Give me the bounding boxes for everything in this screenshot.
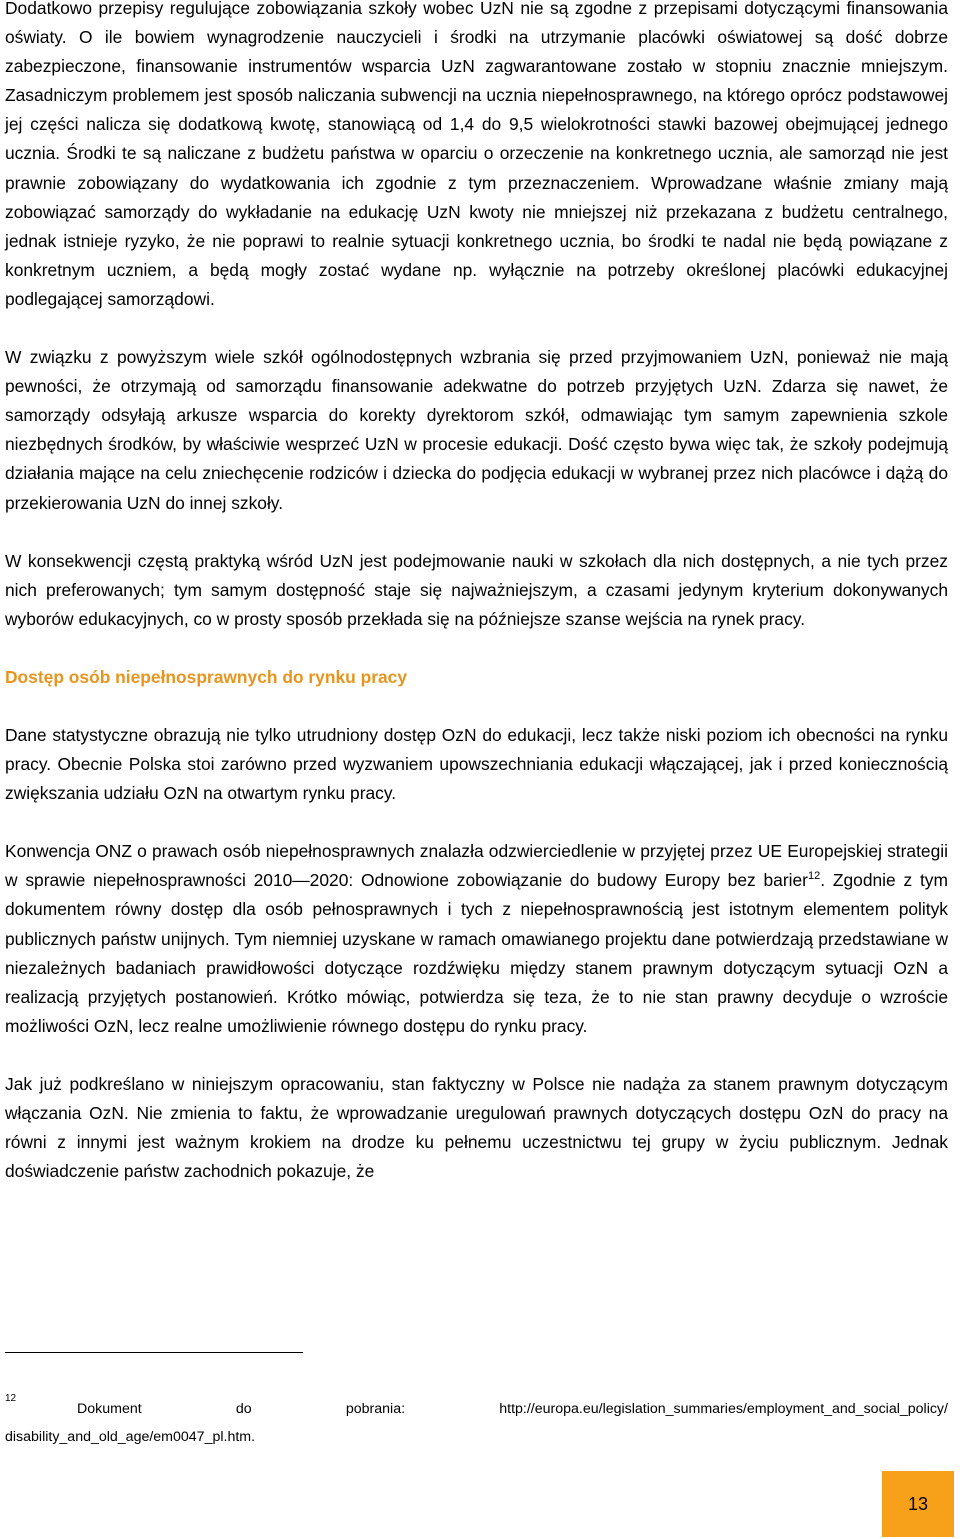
page-number: 13 bbox=[907, 1493, 929, 1514]
convention-text-part2: . Zgodnie z tym dokumentem równy dostęp dla osób pełnosprawnych i tych z niepełnosprawnością jest istotnym elementem polityk publicznych państw unijnych. Tym niemniej uzyskane w ramach omawianego projektu dane potwierdzają przedstawiane w niezależnych badaniach prawidłowości dotyczące rozdźwięku między stanem prawnym dotyczącym sytuacji OzN a realizacją przyjętych postanowień. Krótko mówiąc, potwierdza się teza, że to nie stan prawny decyduje o wzroście możliwości OzN, lecz realne umożliwienie równego dostępu do rynku pracy. bbox=[5, 870, 948, 1036]
convention-text-part1: Konwencja ONZ o prawach osób niepełnosprawnych znalazła odzwierciedlenie w przyjętej przez UE Europejskiej strategii w sprawie niepełnosprawności 2010—2020: Odnowione zobowiązanie do budowy Europy bez barier bbox=[5, 841, 948, 891]
footnote-line-1 bbox=[5, 1392, 948, 1423]
paragraph-schools-refuse: W związku z powyższym wiele szkół ogólnodostępnych wzbrania się przed przyjmowaniem UzN, ponieważ nie mają pewności, że otrzymają od samorządu finansowanie adekwatne do potrzeb przyjętych UzN. Zdarza się nawet, że samorządy odsyłają arkusze wsparcia do korekty dyrektorom szkół, odmawiając tym samym zapewnienia szkole niezbędnych środków, by właściwie wesprzeć UzN w procesie edukacji. Dość często bywa więc tak, że szkoły podejmują działania mające na celu zniechęcenie rodziców i dziecka do podjęcia edukacji w wybranej przez nich placówce i dążą do przekierowania UzN do innej szkoły. bbox=[5, 347, 948, 513]
footnote-word-download: pobrania: bbox=[345, 1401, 406, 1417]
footnote-url-link[interactable]: http://europa.eu/legislation_summaries/employment_and_social_policy/ bbox=[499, 1401, 948, 1417]
section-heading: Dostęp osób niepełnosprawnych do rynku pracy bbox=[5, 666, 407, 687]
footnote-number: 12 bbox=[5, 1393, 17, 1404]
footnote bbox=[5, 1392, 948, 1451]
paragraph-consequence: W konsekwencji częstą praktyką wśród UzN jest podejmowanie nauki w szkołach dla nich dostępnych, a nie tych przez nich preferowanych; tym samym dostępność staje się najważniejszym, a czasami jedynym kryterium dokonywanych wyborów edukacyjnych, co w prosty sposób przekłada się na późniejsze szanse wejścia na rynek pracy. bbox=[5, 550, 948, 629]
footnote-url-continuation[interactable]: disability_and_old_age/em0047_pl.htm. bbox=[5, 1429, 256, 1445]
paragraph-current-state: Jak już podkreślano w niniejszym opracowaniu, stan faktyczny w Polsce nie nadąża za stanem prawnym dotyczącym włączania OzN. Nie zmienia to faktu, że wprowadzanie uregulowań prawnych dotyczących dostępu OzN do pracy na równi z innymi jest ważnym krokiem na drodze ku pełnemu uczestnictwu tej grupy w życiu publicznym. Jednak doświadczenie państw zachodnich pokazuje, że bbox=[5, 1073, 948, 1182]
paragraph-convention bbox=[5, 837, 948, 1041]
paragraph-subsidy: Dodatkowo przepisy regulujące zobowiązania szkoły wobec UzN nie są zgodne z przepisami dotyczącymi finansowania oświaty. O ile bowiem wynagrodzenie nauczycieli i środki na utrzymanie placówki oświatowej są dość dobrze zabezpieczone, finansowanie instrumentów wsparcia UzN zagwarantowane zostało w stopniu znacznie mniejszym. Zasadniczym problemem jest sposób naliczania subwencji na ucznia niepełnosprawnego, na którego oprócz podstawowej jej części nalicza się dodatkową kwotę, stanowiącą od 1,4 do 9,5 wielokrotności stawki bazowej obejmującej jednego ucznia. Środki te są naliczane z budżetu państwa w oparciu o orzeczenie na konkretnego ucznia, ale samorząd nie jest prawnie zobowiązany do wydatkowania ich zgodnie z tym przeznaczeniem. Wprowadzane właśnie zmiany mają zobowiązać samorządy do wykładanie na edukację UzN kwoty nie mniejszej niż przekazana z budżetu centralnego, jednak istnieje ryzyko, że nie poprawi to realnie sytuacji konkretnego ucznia, bo środki te nadal nie będą powiązane z konkretnym uczniem, a będą mogły zostać wydane np. wyłącznie na potrzeby określonej placówki edukacyjnej podlegającej samorządowi. bbox=[5, 0, 948, 309]
footnote-separator bbox=[5, 1352, 303, 1353]
page-number-badge bbox=[882, 1471, 954, 1537]
footnote-word-document: Dokument bbox=[77, 1401, 142, 1417]
document-page bbox=[5, 0, 948, 1186]
footnote-text bbox=[77, 1392, 948, 1423]
footnote-reference[interactable]: 12 bbox=[807, 870, 821, 883]
footnote-word-do: do bbox=[235, 1401, 252, 1417]
paragraph-statistics: Dane statystyczne obrazują nie tylko utrudniony dostęp OzN do edukacji, lecz także niski poziom ich obecności na rynku pracy. Obecnie Polska stoi zarówno przed wyzwaniem upowszechniania edukacji włączającej, jak i przed koniecznością zwiększania udziału OzN na otwartym rynku pracy. bbox=[5, 724, 948, 804]
